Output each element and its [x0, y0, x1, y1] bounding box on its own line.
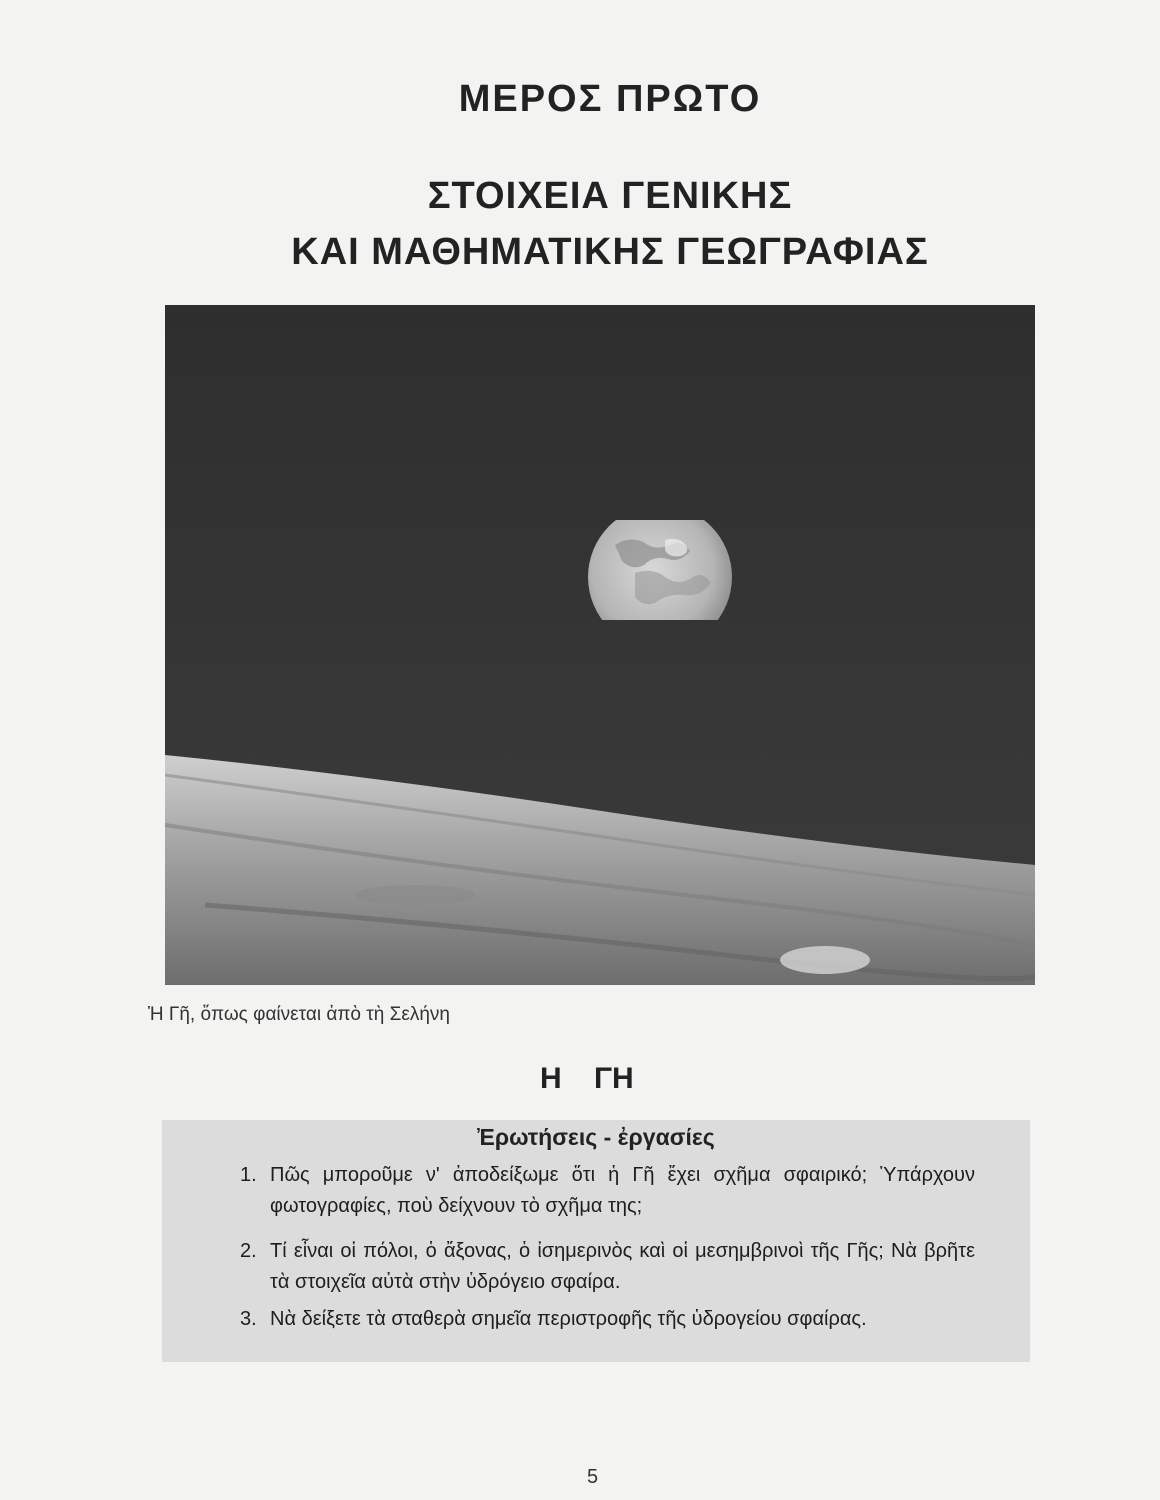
question-item	[240, 1304, 980, 1335]
question-number: 3.	[240, 1308, 257, 1330]
question-text: Πῶς μποροῦμε ν' ἀποδείξωμε ὅτι ἡ Γῆ ἔχει σχῆμα σφαιρικό; Ὑπάρχουν φωτογραφίες, ποὺ δείχνουν τὸ σχῆμα της;	[270, 1164, 975, 1217]
main-title-line-2: ΚΑΙ ΜΑΘΗΜΑΤΙΚΗΣ ΓΕΩΓΡΑΦΙΑΣ	[291, 231, 929, 273]
section-title: Η ΓΗ	[540, 1062, 634, 1095]
question-number: 2.	[240, 1240, 257, 1262]
main-title-line-1: ΣΤΟΙΧΕΙΑ ΓΕΝΙΚΗΣ	[427, 175, 793, 217]
question-text: Τί εἶναι οἱ πόλοι, ὁ ἄξονας, ὁ ἰσημερινὸς καὶ οἱ μεσημβρινοὶ τῆς Γῆς; Νὰ βρῆτε τὰ στοιχεῖα αὐτὰ στὴν ὑδρόγειο σφαίρα.	[270, 1240, 975, 1293]
main-title	[0, 168, 1160, 280]
part-title: ΜΕΡΟΣ ΠΡΩΤΟ	[458, 78, 762, 120]
earthrise-photo	[165, 305, 1035, 985]
question-number: 1.	[240, 1164, 257, 1186]
questions-box-title: Ἐρωτήσεις - ἐργασίες	[477, 1124, 715, 1150]
photo-caption: Ἡ Γῆ, ὅπως φαίνεται ἀπὸ τὴ Σελήνη	[148, 1004, 450, 1025]
question-item	[240, 1160, 980, 1222]
question-item	[240, 1236, 980, 1298]
question-text: Νὰ δείξετε τὰ σταθερὰ σημεῖα περιστροφῆς τῆς ὑδρογείου σφαίρας.	[270, 1308, 867, 1330]
page-number: 5	[586, 1466, 599, 1488]
earthrise-illustration	[165, 305, 1035, 985]
